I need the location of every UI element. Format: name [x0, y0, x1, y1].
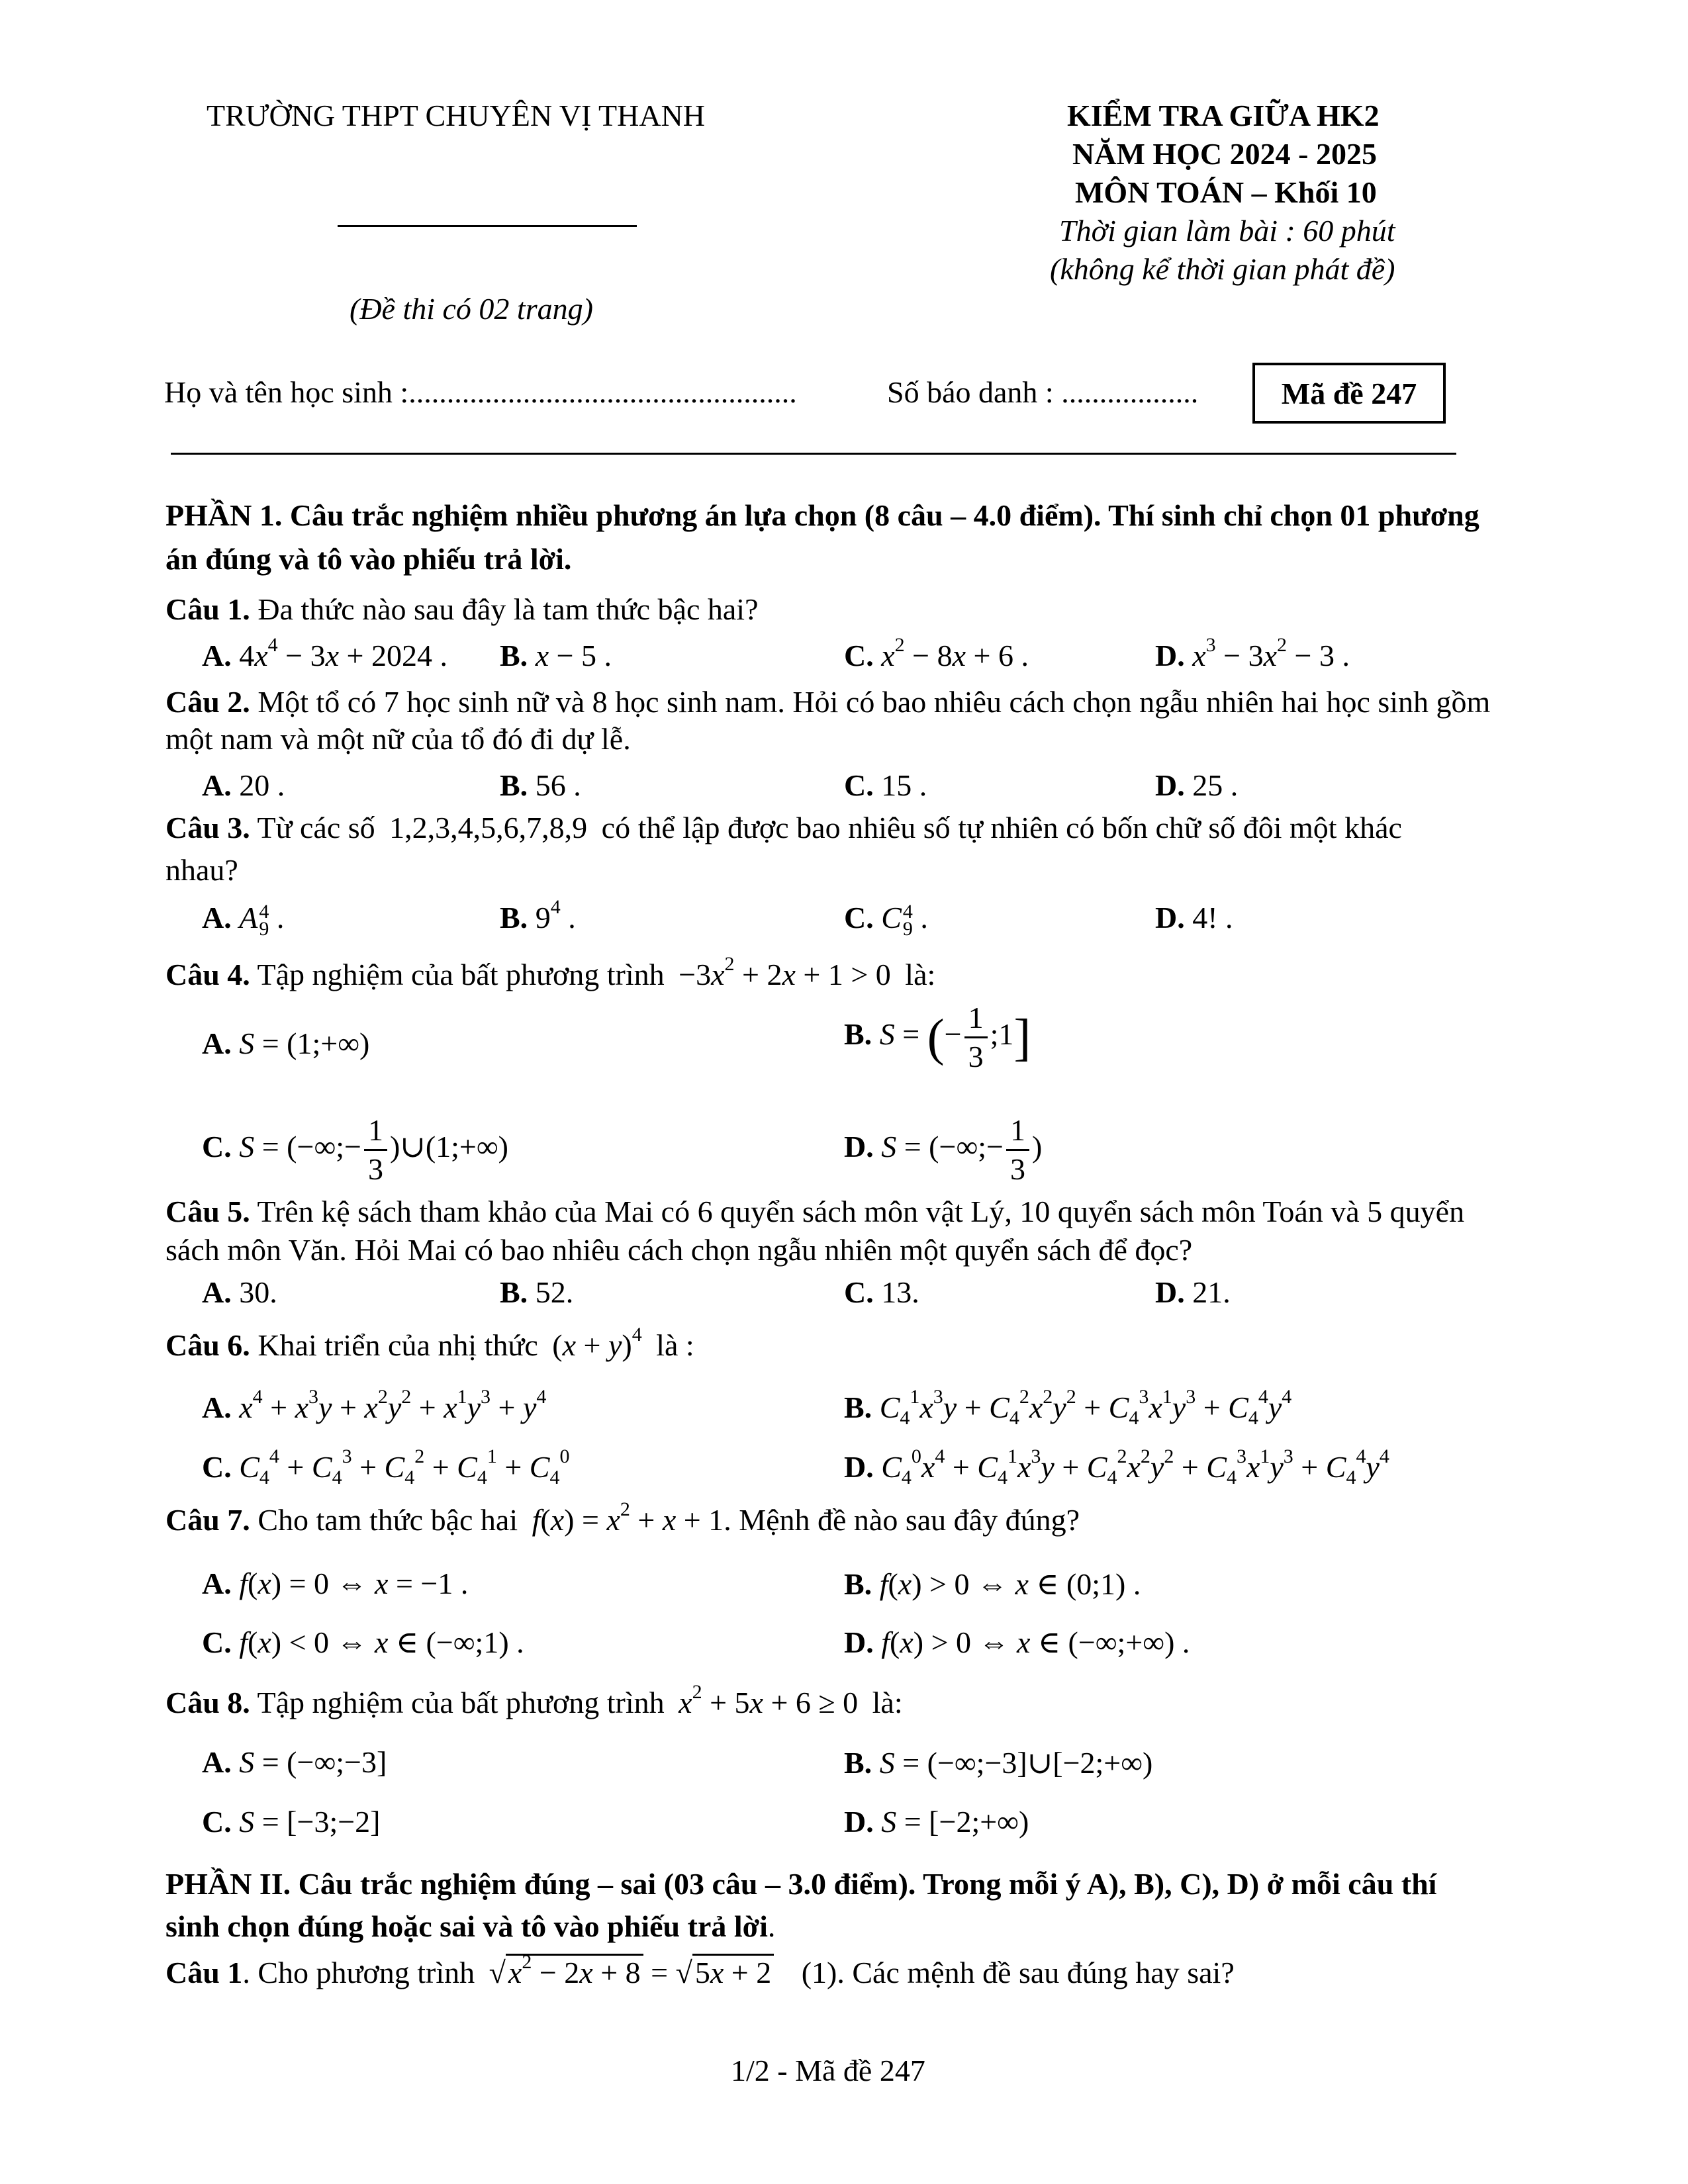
question-2-line2: một nam và một nữ của tổ đó đi dự lễ.	[165, 722, 631, 756]
school-year: NĂM HỌC 2024 - 2025	[1072, 137, 1377, 171]
school-underline	[338, 225, 637, 227]
q1-option-c: C. $x^2 - 8x + 6$ .	[844, 634, 1029, 672]
question-7: Câu 7. Cho tam thức bậc hai $f(x) = x^2 + x + 1$. Mệnh đề nào sau đây đúng?	[165, 1498, 1080, 1537]
q1-option-d: D. $x^3 - 3x^2 - 3$ .	[1155, 634, 1350, 672]
exam-code-box	[1252, 363, 1446, 424]
q1-option-b: B. x − 5 .	[500, 639, 612, 672]
q7-option-d: D. f(x) > 0 ⇔ x ∈ (−∞;+∞) .	[844, 1625, 1190, 1659]
q3-option-c: C. C4 9 .	[844, 901, 928, 940]
question-3: Câu 3. Từ các số 1,2,3,4,5,6,7,8,9 có thể lập được bao nhiêu số tự nhiên có bốn chữ số đôi một khác	[165, 811, 1402, 844]
header-divider	[171, 453, 1456, 455]
q3-option-b: B. $9^4$ .	[500, 896, 576, 934]
q8-option-a: A. S = (−∞;−3]	[202, 1745, 387, 1779]
q2-option-d: D. 25 .	[1155, 768, 1239, 802]
exam-title: KIỂM TRA GIỮA HK2	[1067, 99, 1380, 132]
q8-option-c: C. S = [−3;−2]	[202, 1805, 381, 1839]
question-2: Câu 2. Một tổ có 7 học sinh nữ và 8 học sinh nam. Hỏi có bao nhiêu cách chọn ngẫu nhiên hai học sinh gồm	[165, 685, 1491, 719]
q5-option-c: C. 13.	[844, 1275, 919, 1309]
school-name: TRƯỜNG THPT CHUYÊN VỊ THANH	[207, 99, 705, 132]
q4-option-b: B. S = (− $\frac{1}{3}$ ;1]	[844, 1001, 1031, 1073]
q7-option-a: A. f(x) = 0 ⇔ x = −1 .	[202, 1567, 469, 1600]
question-8: Câu 8. Tập nghiệm của bất phương trình $x^2 + 5x + 6 \ge 0$ là:	[165, 1681, 903, 1719]
q2-option-a: A. 20 .	[202, 768, 285, 802]
student-name-field: Họ và tên học sinh :...................................................	[164, 375, 797, 409]
part2-heading-line1: PHẦN II. Câu trắc nghiệm đúng – sai (03 câu – 3.0 điểm). Trong mỗi ý A), B), C), D) ở mỗi câu thí	[165, 1867, 1437, 1901]
question-1: Câu 1. Đa thức nào sau đây là tam thức bậc hai?	[165, 592, 759, 626]
q5-option-a: A. 30.	[202, 1275, 277, 1309]
q2-option-b: B. 56 .	[500, 768, 581, 802]
subject: MÔN TOÁN – Khối 10	[1075, 175, 1377, 209]
part2-question-1: Câu 1. Cho phương trình $√x^2 - 2x + 8 = √5x + 2$ (1). Các mệnh đề sau đúng hay sai?	[165, 1951, 1235, 1989]
q5-option-b: B. 52.	[500, 1275, 574, 1309]
question-3-line2: nhau?	[165, 853, 238, 887]
q5-option-d: D. 21.	[1155, 1275, 1231, 1309]
q6-option-b: B. $C_4^1x^3y + C_4^2x^2y^2 + C_4^3x^1y^3 + C_4^4y^4$	[844, 1386, 1292, 1429]
question-6: Câu 6. Khai triển của nhị thức $(x + y)^4$ là :	[165, 1324, 694, 1362]
q4-option-a: A. S = (1;+∞)	[202, 1026, 370, 1060]
q7-option-b: B. f(x) > 0 ⇔ x ∈ (0;1) .	[844, 1567, 1141, 1601]
duration-note: (không kể thời gian phát đề)	[1050, 252, 1395, 286]
part1-heading-line1: PHẦN 1. Câu trắc nghiệm nhiều phương án lựa chọn (8 câu – 4.0 điểm). Thí sinh chỉ chọn 01 phương	[165, 498, 1479, 532]
student-id-field: Số báo danh : ..................	[887, 375, 1199, 409]
q4-option-c: C. S = (−∞;− $\frac{1}{3}$ )∪(1;+∞)	[202, 1113, 508, 1186]
q8-option-d: D. S = [−2;+∞)	[844, 1805, 1029, 1839]
q6-option-c: C. $C_4^4 + C_4^3 + C_4^2 + C_4^1 + C_4^0$	[202, 1445, 570, 1488]
q8-option-b: B. S = (−∞;−3]∪[−2;+∞)	[844, 1746, 1153, 1780]
part2-heading-line2: sinh chọn đúng hoặc sai và tô vào phiếu trả lời.	[165, 1909, 776, 1943]
duration: Thời gian làm bài : 60 phút	[1059, 214, 1395, 248]
part1-heading-line2: án đúng và tô vào phiếu trả lời.	[165, 542, 572, 576]
question-4: Câu 4. Tập nghiệm của bất phương trình $-3x^2 + 2x + 1 > 0$ là:	[165, 953, 936, 991]
q1-option-a: A. $4x^4 - 3x + 2024$ .	[202, 634, 447, 672]
q4-option-d: D. S = (−∞;− $\frac{1}{3}$ )	[844, 1113, 1043, 1186]
q3-option-d: D. 4! .	[1155, 901, 1233, 934]
q6-option-a: A. $x^4 + x^3y + x^2y^2 + x^1y^3 + y^4$	[202, 1386, 547, 1424]
q6-option-d: D. $C_4^0x^4 + C_4^1x^3y + C_4^2x^2y^2 + C_4^3x^1y^3 + C_4^4y^4$	[844, 1445, 1389, 1488]
q3-option-a: A. A4 9 .	[202, 901, 285, 940]
page-footer: 1/2 - Mã đề 247	[731, 2054, 925, 2087]
question-5-line2: sách môn Văn. Hỏi Mai có bao nhiêu cách chọn ngẫu nhiên một quyển sách để đọc?	[165, 1233, 1193, 1267]
exam-code: Mã đề 247	[1281, 376, 1417, 410]
q7-option-c: C. f(x) < 0 ⇔ x ∈ (−∞;1) .	[202, 1625, 524, 1659]
q2-option-c: C. 15 .	[844, 768, 927, 802]
question-5: Câu 5. Trên kệ sách tham khảo của Mai có 6 quyển sách môn vật Lý, 10 quyển sách môn Toán và 5 quyển	[165, 1195, 1465, 1228]
pages-note: (Đề thi có 02 trang)	[350, 292, 593, 326]
